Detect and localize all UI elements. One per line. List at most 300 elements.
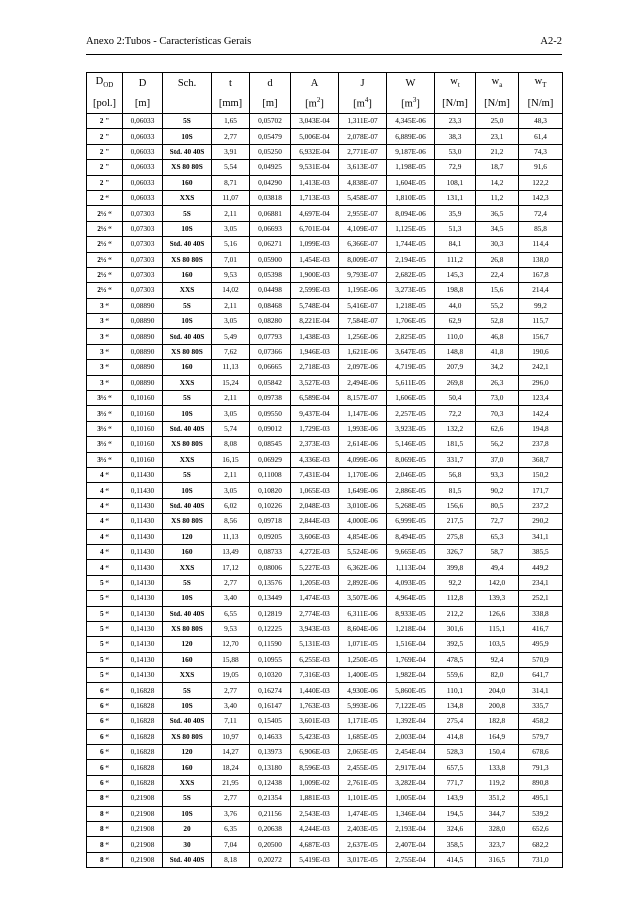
cell-wt: 181,5 [435, 437, 476, 452]
cell-di: 0,09550 [250, 406, 291, 421]
cell-sch: XXS [163, 775, 212, 790]
col-wa-unit: [N/m] [476, 93, 519, 114]
cell-wt: 301,6 [435, 621, 476, 636]
col-dod-unit: [pol.] [87, 93, 123, 114]
cell-dod: 2½ “ [87, 252, 123, 267]
cell-wa: 58,7 [476, 544, 519, 559]
cell-wT: 791,3 [519, 760, 563, 775]
table-row [87, 698, 563, 713]
cell-di: 0,03818 [250, 190, 291, 205]
cell-di: 0,04290 [250, 175, 291, 190]
cell-wT: 99,2 [519, 298, 563, 313]
cell-sch: Std. 40 40S [163, 144, 212, 159]
cell-di: 0,16274 [250, 683, 291, 698]
cell-wt: 38,3 [435, 129, 476, 144]
cell-wT: 114,4 [519, 237, 563, 252]
cell-w: 5,146E-05 [387, 437, 435, 452]
cell-wt: 143,9 [435, 791, 476, 806]
cell-di: 0,04498 [250, 283, 291, 298]
cell-wa: 26,3 [476, 375, 519, 390]
cell-wt: 92,2 [435, 575, 476, 590]
cell-sch: Std. 40 40S [163, 606, 212, 621]
cell-t: 2,77 [212, 129, 250, 144]
table-row [87, 821, 563, 836]
cell-wT: 194,8 [519, 421, 563, 436]
cell-wt: 111,2 [435, 252, 476, 267]
cell-j: 6,311E-06 [339, 606, 387, 621]
cell-t: 3,05 [212, 406, 250, 421]
cell-j: 2,614E-06 [339, 437, 387, 452]
cell-d: 0,07303 [123, 206, 163, 221]
table-row [87, 144, 563, 159]
cell-sch: 10S [163, 221, 212, 236]
cell-w: 3,923E-05 [387, 421, 435, 436]
cell-di: 0,07793 [250, 329, 291, 344]
cell-t: 14,27 [212, 745, 250, 760]
cell-sch: XS 80 80S [163, 160, 212, 175]
col-sch-header: Sch. [163, 73, 212, 94]
cell-wt: 72,2 [435, 406, 476, 421]
cell-wt: 53,0 [435, 144, 476, 159]
cell-dod: 3½ “ [87, 421, 123, 436]
cell-d: 0,16828 [123, 698, 163, 713]
cell-wt: 275,8 [435, 529, 476, 544]
cell-j: 1,195E-06 [339, 283, 387, 298]
cell-d: 0,08890 [123, 329, 163, 344]
cell-sch: 160 [163, 760, 212, 775]
cell-t: 3,40 [212, 591, 250, 606]
cell-t: 1,65 [212, 114, 250, 129]
cell-dod: 5 “ [87, 606, 123, 621]
cell-a: 9,437E-04 [291, 406, 339, 421]
cell-sch: Std. 40 40S [163, 498, 212, 513]
cell-w: 8,094E-06 [387, 206, 435, 221]
cell-t: 2,11 [212, 467, 250, 482]
col-j-unit: $[m^4]$ [339, 93, 387, 114]
cell-w: 3,647E-05 [387, 344, 435, 359]
cell-dod: 4 “ [87, 467, 123, 482]
cell-dod: 3½ “ [87, 452, 123, 467]
cell-t: 15,24 [212, 375, 250, 390]
cell-d: 0,16828 [123, 683, 163, 698]
cell-dod: 5 “ [87, 621, 123, 636]
cell-j: 6,362E-06 [339, 560, 387, 575]
cell-w: 1,218E-05 [387, 298, 435, 313]
cell-a: 3,601E-03 [291, 714, 339, 729]
cell-w: 1,392E-04 [387, 714, 435, 729]
page-header [86, 36, 562, 52]
cell-di: 0,12819 [250, 606, 291, 621]
cell-d: 0,10160 [123, 452, 163, 467]
table-row [87, 791, 563, 806]
cell-w: 8,494E-05 [387, 529, 435, 544]
cell-dod: 2½ “ [87, 237, 123, 252]
cell-j: 2,637E-05 [339, 837, 387, 852]
cell-w: 2,193E-04 [387, 821, 435, 836]
cell-di: 0,09738 [250, 391, 291, 406]
cell-sch: 10S [163, 591, 212, 606]
cell-t: 16,15 [212, 452, 250, 467]
cell-di: 0,10820 [250, 483, 291, 498]
cell-w: 6,889E-06 [387, 129, 435, 144]
cell-a: 5,006E-04 [291, 129, 339, 144]
cell-di: 0,21354 [250, 791, 291, 806]
cell-sch: 5S [163, 791, 212, 806]
table-row [87, 329, 563, 344]
cell-wa: 150,4 [476, 745, 519, 760]
cell-a: 2,718E-03 [291, 360, 339, 375]
cell-d: 0,16828 [123, 760, 163, 775]
cell-w: 8,933E-05 [387, 606, 435, 621]
cell-sch: XS 80 80S [163, 252, 212, 267]
table-row [87, 529, 563, 544]
cell-sch: Std. 40 40S [163, 852, 212, 867]
cell-a: 2,543E-03 [291, 806, 339, 821]
cell-wT: 641,7 [519, 668, 563, 683]
cell-wa: 70,3 [476, 406, 519, 421]
cell-wT: 234,1 [519, 575, 563, 590]
cell-w: 1,982E-04 [387, 668, 435, 683]
cell-a: 5,423E-03 [291, 729, 339, 744]
cell-dod: 6 “ [87, 775, 123, 790]
cell-sch: XS 80 80S [163, 514, 212, 529]
cell-d: 0,06033 [123, 190, 163, 205]
cell-di: 0,08468 [250, 298, 291, 313]
cell-di: 0,13973 [250, 745, 291, 760]
cell-a: 5,419E-03 [291, 852, 339, 867]
cell-wa: 82,0 [476, 668, 519, 683]
cell-wT: 682,2 [519, 837, 563, 852]
cell-d: 0,16828 [123, 745, 163, 760]
cell-dod: 4 “ [87, 544, 123, 559]
col-di-header: d [250, 73, 291, 94]
cell-dod: 3 “ [87, 344, 123, 359]
cell-w: 1,113E-04 [387, 560, 435, 575]
cell-j: 1,250E-05 [339, 652, 387, 667]
cell-di: 0,08280 [250, 314, 291, 329]
cell-a: 1,763E-03 [291, 698, 339, 713]
cell-wT: 570,9 [519, 652, 563, 667]
cell-w: 1,706E-05 [387, 314, 435, 329]
cell-a: 4,272E-03 [291, 544, 339, 559]
cell-wT: 150,2 [519, 467, 563, 482]
cell-wT: 495,9 [519, 637, 563, 652]
cell-w: 8,069E-05 [387, 452, 435, 467]
cell-wa: 15,6 [476, 283, 519, 298]
cell-d: 0,11430 [123, 483, 163, 498]
cell-wa: 55,2 [476, 298, 519, 313]
cell-t: 14,02 [212, 283, 250, 298]
table-row [87, 498, 563, 513]
col-d-header: D [123, 73, 163, 94]
cell-j: 1,170E-06 [339, 467, 387, 482]
cell-wT: 890,8 [519, 775, 563, 790]
cell-j: 9,793E-07 [339, 267, 387, 282]
cell-a: 8,221E-04 [291, 314, 339, 329]
cell-wa: 46,8 [476, 329, 519, 344]
cell-wa: 62,6 [476, 421, 519, 436]
cell-d: 0,14130 [123, 575, 163, 590]
col-t-unit: [mm] [212, 93, 250, 114]
col-j-header: J [339, 73, 387, 94]
cell-wT: 252,1 [519, 591, 563, 606]
cell-w: 1,198E-05 [387, 160, 435, 175]
cell-t: 6,35 [212, 821, 250, 836]
cell-sch: 5S [163, 575, 212, 590]
cell-wa: 115,1 [476, 621, 519, 636]
cell-wt: 112,8 [435, 591, 476, 606]
cell-a: 5,227E-03 [291, 560, 339, 575]
cell-d: 0,06033 [123, 160, 163, 175]
cell-t: 13,49 [212, 544, 250, 559]
cell-j: 3,613E-07 [339, 160, 387, 175]
table-row [87, 621, 563, 636]
cell-a: 6,932E-04 [291, 144, 339, 159]
cell-t: 8,71 [212, 175, 250, 190]
cell-j: 1,101E-05 [339, 791, 387, 806]
table-row [87, 560, 563, 575]
cell-a: 1,205E-03 [291, 575, 339, 590]
cell-wa: 52,8 [476, 314, 519, 329]
cell-wT: 167,8 [519, 267, 563, 282]
cell-a: 1,900E-03 [291, 267, 339, 282]
cell-wt: 478,5 [435, 652, 476, 667]
table-row [87, 160, 563, 175]
cell-t: 6,02 [212, 498, 250, 513]
cell-di: 0,05479 [250, 129, 291, 144]
cell-t: 7,62 [212, 344, 250, 359]
cell-sch: 160 [163, 267, 212, 282]
cell-d: 0,16828 [123, 729, 163, 744]
cell-a: 5,131E-03 [291, 637, 339, 652]
cell-dod: 2 " [87, 175, 123, 190]
cell-j: 4,109E-07 [339, 221, 387, 236]
cell-j: 1,147E-06 [339, 406, 387, 421]
cell-wT: 115,7 [519, 314, 563, 329]
cell-di: 0,08733 [250, 544, 291, 559]
cell-wt: 275,4 [435, 714, 476, 729]
cell-w: 2,407E-04 [387, 837, 435, 852]
cell-wa: 41,8 [476, 344, 519, 359]
cell-sch: 120 [163, 637, 212, 652]
cell-wt: 62,9 [435, 314, 476, 329]
cell-di: 0,06693 [250, 221, 291, 236]
cell-d: 0,14130 [123, 621, 163, 636]
cell-wt: 414,5 [435, 852, 476, 867]
cell-wa: 14,2 [476, 175, 519, 190]
cell-wa: 23,1 [476, 129, 519, 144]
cell-w: 5,860E-05 [387, 683, 435, 698]
cell-t: 7,11 [212, 714, 250, 729]
cell-di: 0,06665 [250, 360, 291, 375]
cell-di: 0,04925 [250, 160, 291, 175]
cell-wT: 190,6 [519, 344, 563, 359]
cell-wa: 92,4 [476, 652, 519, 667]
cell-wT: 242,1 [519, 360, 563, 375]
cell-dod: 2½ “ [87, 267, 123, 282]
cell-wa: 182,8 [476, 714, 519, 729]
cell-wa: 72,7 [476, 514, 519, 529]
cell-w: 2,046E-05 [387, 467, 435, 482]
table-row [87, 837, 563, 852]
cell-w: 1,516E-04 [387, 637, 435, 652]
table-row [87, 606, 563, 621]
cell-w: 1,125E-05 [387, 221, 435, 236]
cell-j: 1,071E-05 [339, 637, 387, 652]
cell-dod: 2 “ [87, 190, 123, 205]
cell-t: 18,24 [212, 760, 250, 775]
cell-d: 0,08890 [123, 314, 163, 329]
cell-t: 21,95 [212, 775, 250, 790]
cell-d: 0,11430 [123, 514, 163, 529]
table-row [87, 467, 563, 482]
cell-w: 1,005E-04 [387, 791, 435, 806]
cell-j: 2,403E-05 [339, 821, 387, 836]
cell-wa: 49,4 [476, 560, 519, 575]
cell-w: 2,194E-05 [387, 252, 435, 267]
cell-sch: 120 [163, 529, 212, 544]
cell-w: 6,999E-05 [387, 514, 435, 529]
cell-sch: XS 80 80S [163, 437, 212, 452]
cell-d: 0,08890 [123, 298, 163, 313]
cell-j: 1,171E-05 [339, 714, 387, 729]
cell-wT: 731,0 [519, 852, 563, 867]
cell-dod: 2½ “ [87, 206, 123, 221]
cell-w: 4,345E-06 [387, 114, 435, 129]
cell-di: 0,10226 [250, 498, 291, 513]
cell-d: 0,11430 [123, 467, 163, 482]
cell-d: 0,21908 [123, 791, 163, 806]
cell-di: 0,11590 [250, 637, 291, 652]
cell-dod: 2 " [87, 160, 123, 175]
cell-a: 2,774E-03 [291, 606, 339, 621]
cell-wa: 65,3 [476, 529, 519, 544]
cell-a: 1,881E-03 [291, 791, 339, 806]
cell-j: 4,854E-06 [339, 529, 387, 544]
table-row [87, 729, 563, 744]
cell-a: 8,596E-03 [291, 760, 339, 775]
cell-wa: 200,8 [476, 698, 519, 713]
cell-wt: 148,8 [435, 344, 476, 359]
cell-sch: 5S [163, 467, 212, 482]
cell-d: 0,11430 [123, 560, 163, 575]
cell-sch: XXS [163, 375, 212, 390]
cell-a: 1,474E-03 [291, 591, 339, 606]
cell-di: 0,20638 [250, 821, 291, 836]
cell-wT: 142,4 [519, 406, 563, 421]
cell-a: 6,589E-04 [291, 391, 339, 406]
cell-j: 5,524E-06 [339, 544, 387, 559]
cell-dod: 6 “ [87, 714, 123, 729]
cell-wT: 314,1 [519, 683, 563, 698]
cell-wt: 56,8 [435, 467, 476, 482]
cell-w: 3,282E-04 [387, 775, 435, 790]
table-row [87, 298, 563, 313]
pipe-properties-table [86, 72, 563, 868]
cell-j: 1,256E-06 [339, 329, 387, 344]
cell-di: 0,07366 [250, 344, 291, 359]
col-wt-header: $w_t$ [435, 73, 476, 94]
cell-wT: 678,6 [519, 745, 563, 760]
cell-dod: 3 “ [87, 329, 123, 344]
cell-sch: 5S [163, 114, 212, 129]
col-wT-header: $w_T$ [519, 73, 563, 94]
cell-di: 0,08545 [250, 437, 291, 452]
cell-t: 3,05 [212, 221, 250, 236]
cell-sch: XXS [163, 560, 212, 575]
cell-j: 3,507E-06 [339, 591, 387, 606]
cell-wa: 344,7 [476, 806, 519, 821]
cell-a: 1,440E-03 [291, 683, 339, 698]
cell-t: 11,13 [212, 360, 250, 375]
cell-a: 4,244E-03 [291, 821, 339, 836]
cell-wt: 156,6 [435, 498, 476, 513]
cell-dod: 5 “ [87, 637, 123, 652]
cell-t: 3,05 [212, 314, 250, 329]
page-number: A2-2 [540, 36, 562, 47]
cell-dod: 5 “ [87, 652, 123, 667]
cell-w: 9,665E-05 [387, 544, 435, 559]
table-row [87, 652, 563, 667]
cell-di: 0,05842 [250, 375, 291, 390]
cell-w: 2,886E-05 [387, 483, 435, 498]
cell-wa: 34,2 [476, 360, 519, 375]
cell-dod: 6 “ [87, 729, 123, 744]
cell-w: 2,454E-04 [387, 745, 435, 760]
cell-dod: 8 “ [87, 837, 123, 852]
cell-wt: 324,6 [435, 821, 476, 836]
cell-t: 5,16 [212, 237, 250, 252]
cell-dod: 8 “ [87, 791, 123, 806]
cell-t: 10,97 [212, 729, 250, 744]
cell-t: 17,12 [212, 560, 250, 575]
cell-di: 0,05900 [250, 252, 291, 267]
cell-wT: 338,8 [519, 606, 563, 621]
cell-dod: 8 “ [87, 852, 123, 867]
cell-wt: 212,2 [435, 606, 476, 621]
cell-a: 1,065E-03 [291, 483, 339, 498]
cell-dod: 6 “ [87, 760, 123, 775]
cell-wT: 61,4 [519, 129, 563, 144]
table-row [87, 406, 563, 421]
table-row [87, 375, 563, 390]
cell-j: 4,099E-06 [339, 452, 387, 467]
cell-wt: 559,6 [435, 668, 476, 683]
cell-d: 0,06033 [123, 114, 163, 129]
cell-wa: 37,0 [476, 452, 519, 467]
cell-a: 3,943E-03 [291, 621, 339, 636]
cell-wT: 458,2 [519, 714, 563, 729]
cell-j: 2,494E-06 [339, 375, 387, 390]
cell-t: 2,77 [212, 575, 250, 590]
cell-wt: 50,4 [435, 391, 476, 406]
cell-wt: 132,2 [435, 421, 476, 436]
cell-wa: 11,2 [476, 190, 519, 205]
cell-j: 8,604E-06 [339, 621, 387, 636]
cell-wT: 416,7 [519, 621, 563, 636]
cell-t: 5,74 [212, 421, 250, 436]
cell-a: 2,373E-03 [291, 437, 339, 452]
cell-a: 4,336E-03 [291, 452, 339, 467]
cell-wt: 110,0 [435, 329, 476, 344]
table-row [87, 775, 563, 790]
cell-d: 0,11430 [123, 529, 163, 544]
cell-d: 0,11430 [123, 498, 163, 513]
cell-a: 1,729E-03 [291, 421, 339, 436]
cell-t: 12,70 [212, 637, 250, 652]
table-row [87, 575, 563, 590]
cell-a: 1,413E-03 [291, 175, 339, 190]
